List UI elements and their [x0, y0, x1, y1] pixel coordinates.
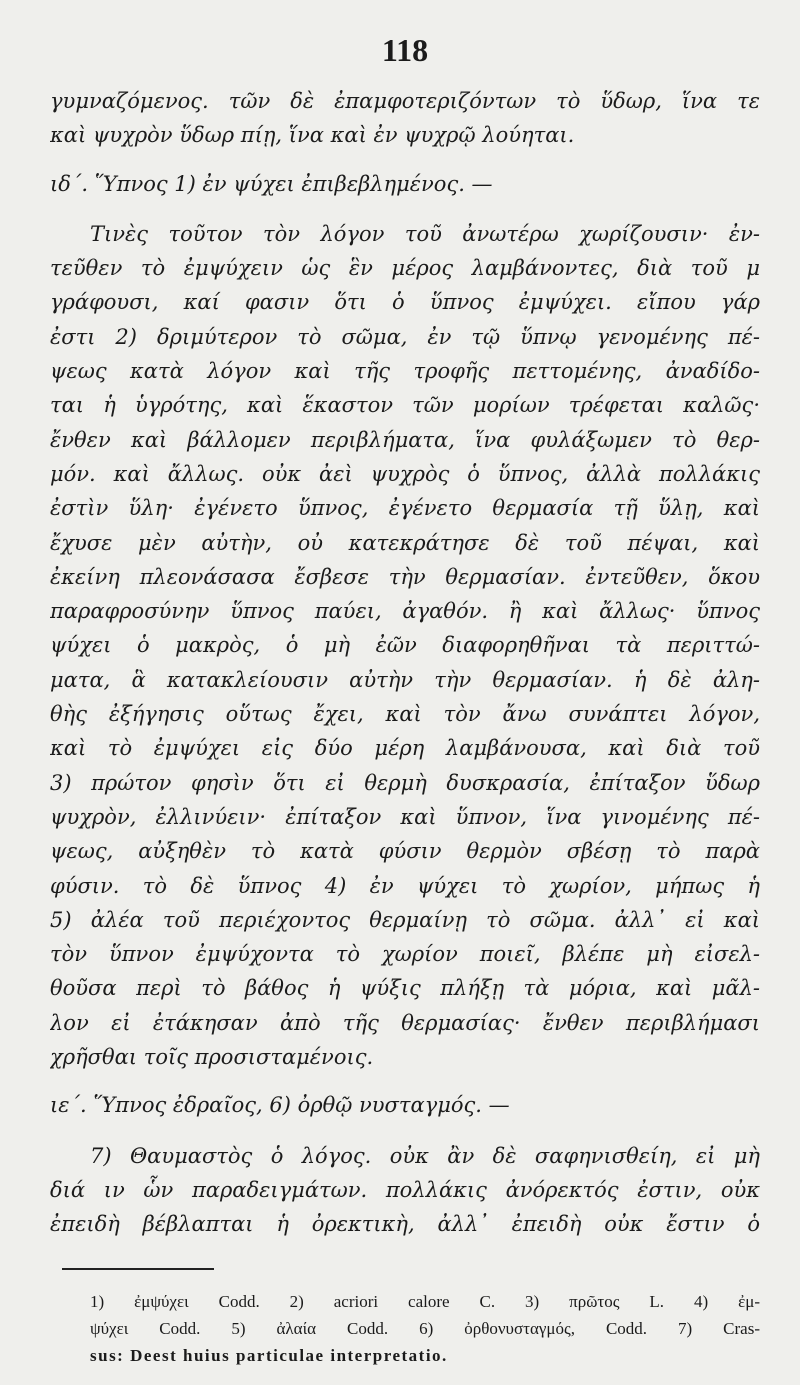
text-line: γυμναζόμενος. τῶν δὲ ἐπαμφοτεριζόντων τὸ ὕδωρ, ἵνα τε	[50, 89, 760, 113]
footnotes	[50, 1288, 760, 1369]
text-line: ἐκείνη πλεονάσασα ἔσβεσε τὴν θερμασίαν. ἐντεῦθεν, ὅκου	[50, 564, 760, 589]
main-text	[50, 84, 760, 1242]
footnote-line: sus: Deest huius particulae interpretatio.	[90, 1345, 448, 1365]
text-line: παραφροσύνην ὕπνος παύει, ἀγαθόν. ἢ καὶ ἄλλως· ὕπνος	[50, 599, 760, 624]
text-line: μόν. καὶ ἄλλως. οὐκ ἀεὶ ψυχρὸς ὁ ὕπνος, ἀλλὰ πολλάκις	[50, 461, 760, 486]
text-line: ψυχρὸν, ἐλλινύειν· ἐπίταξον καὶ ὕπνον, ἵνα γινομένης πέ-	[50, 804, 760, 829]
paragraph-3	[50, 1139, 760, 1242]
text-line: λον εἰ ἐτάκησαν ἀπὸ τῆς θερμασίας· ἔνθεν περιβλήμασι	[50, 1010, 760, 1035]
text-line: ἔνθεν καὶ βάλλομεν περιβλήματα, ἵνα φυλάξωμεν τὸ θερ-	[50, 427, 760, 452]
heading-text: ιδ΄. Ὕπνος 1) ἐν ψύχει ἐπιβεβλημένος. —	[50, 171, 493, 196]
text-line: ται ἡ ὑγρότης, καὶ ἕκαστον τῶν μορίων τρέφεται καλῶς·	[50, 393, 760, 418]
text-line: χρῆσθαι τοῖς προσισταμένοις.	[50, 1045, 374, 1070]
paragraph-2	[50, 217, 760, 1074]
text-line: τὸν ὕπνον ἐμψύχοντα τὸ χωρίον ποιεῖ, βλέπε μὴ εἰσελ-	[50, 942, 760, 967]
page-number: 118	[381, 32, 429, 68]
text-line: Τινὲς τοῦτον τὸν λόγον τοῦ ἀνωτέρω χωρίζουσιν· ἐν-	[90, 221, 760, 246]
text-line: καὶ ψυχρὸν ὕδωρ πίῃ, ἵνα καὶ ἐν ψυχρῷ λούηται.	[50, 123, 575, 148]
text-line: ψεως, αὐξηθὲν τὸ κατὰ φύσιν θερμὸν σβέσῃ τὸ παρὰ	[50, 839, 760, 864]
text-line: 5) ἀλέα τοῦ περιέχοντος θερμαίνῃ τὸ σῶμα. ἀλλ᾿ εἰ καὶ	[50, 907, 760, 932]
text-line: ἐστὶν ὕλη· ἐγένετο ὕπνος, ἐγένετο θερμασία τῇ ὕλῃ, καὶ	[50, 496, 760, 521]
text-line: ἐπειδὴ βέβλαπται ἡ ὀρεκτικὴ, ἀλλ᾿ ἐπειδὴ οὐκ ἔστιν ὁ	[50, 1212, 760, 1237]
text-line: ματα, ἃ κατακλείουσιν αὐτὴν τὴν θερμασίαν. ἡ δὲ ἀλη-	[50, 667, 760, 692]
text-line: 3) πρώτον φησὶν ὅτι εἰ θερμὴ δυσκρασία, ἐπίταξον ὕδωρ	[50, 770, 760, 795]
footnote-line: ψύχει Codd. 5) ἀλαία Codd. 6) ὀρθονυσταγμός, Codd. 7) Cras-	[90, 1318, 760, 1338]
text-line: ψύχει ὁ μακρὸς, ὁ μὴ ἐῶν διαφορηθῆναι τὰ περιττώ-	[50, 633, 760, 658]
text-line: θοῦσα περὶ τὸ βάθος ἡ ψύξις πλήξῃ τὰ μόρια, καὶ μᾶλ-	[50, 976, 760, 1001]
text-line: ἐστι 2) δριμύτερον τὸ σῶμα, ἐν τῷ ὕπνῳ γενομένης πέ-	[50, 324, 760, 349]
heading-text: ιε΄. Ὕπνος ἐδραῖος, 6) ὀρθῷ νυσταγμός. —	[50, 1093, 510, 1118]
text-line: 7) Θαυμαστὸς ὁ λόγος. οὐκ ἂν δὲ σαφηνισθείη, εἰ μὴ	[90, 1143, 760, 1168]
paragraph-1	[50, 84, 760, 153]
text-line: ψεως κατὰ λόγον καὶ τῆς τροφῆς πεττομένης, ἀναδίδο-	[50, 359, 760, 384]
footnote-rule	[62, 1268, 214, 1270]
text-line: γράφουσι, καί φασιν ὅτι ὁ ὕπνος ἐμψύχει. εἴπου γάρ	[50, 290, 760, 315]
section-heading-14	[50, 167, 760, 201]
text-line: φύσιν. τὸ δὲ ὕπνος 4) ἐν ψύχει τὸ χωρίον, μήπως ἡ	[50, 873, 760, 898]
text-line: ἔχυσε μὲν αὐτὴν, οὐ κατεκράτησε δὲ τοῦ πέψαι, καὶ	[50, 530, 760, 555]
text-line: θὴς ἐξήγησις οὕτως ἔχει, καὶ τὸν ἄνω συνάπτει λόγον,	[50, 702, 760, 727]
text-line: καὶ τὸ ἐμψύχει εἰς δύο μέρη λαμβάνουσα, καὶ διὰ τοῦ	[50, 736, 760, 761]
section-heading-15	[50, 1088, 760, 1122]
text-line: τεῦθεν τὸ ἐμψύχειν ὡς ἓν μέρος λαμβάνοντες, διὰ τοῦ μ	[50, 256, 760, 281]
footnote-line: 1) ἐμψύχει Codd. 2) acriori calore C. 3) πρῶτος L. 4) ἐμ-	[90, 1291, 760, 1311]
text-line: διά ιν ὧν παραδειγμάτων. πολλάκις ἀνόρεκτός ἐστιν, οὐκ	[50, 1177, 760, 1202]
